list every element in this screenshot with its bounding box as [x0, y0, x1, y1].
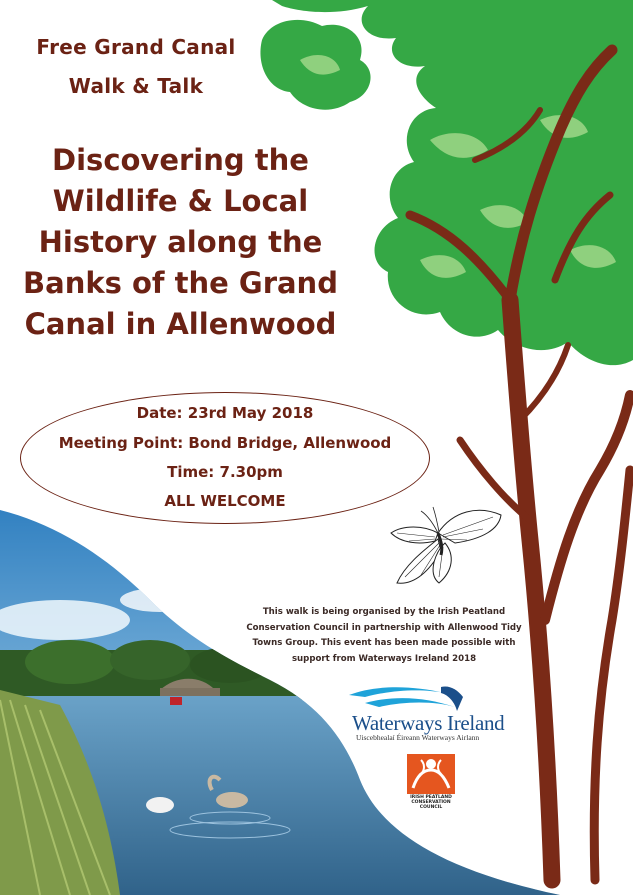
page-title: Discovering the Wildlife & Local History along the Banks of the Grand Canal in Allenwood: [23, 143, 338, 341]
event-meeting-point: Meeting Point: Bond Bridge, Allenwood: [58, 434, 392, 452]
waterways-ireland-irish-name: Uiscebhealaí Éireann Waterways Airlann: [356, 733, 480, 742]
waterways-ireland-name: Waterways Ireland: [352, 711, 505, 735]
header-line-1: Free Grand Canal: [36, 35, 236, 59]
ipcc-logo-icon: [407, 754, 455, 794]
butterfly-illustration: [383, 495, 508, 590]
ipcc-logo-text: IRISH PEATLAND CONSERVATION COUNCIL: [410, 795, 452, 810]
organiser-note: This walk is being organised by the Irish Peatland Conservation Council in partnership with Allenwood Tidy Towns Group. This event has been made possible with support from Waterways Ireland 2018: [246, 607, 522, 664]
header-line-2: Walk & Talk: [68, 74, 204, 98]
waterways-ireland-logo-icon: [345, 683, 515, 713]
event-welcome: ALL WELCOME: [164, 492, 286, 510]
event-time: Time: 7.30pm: [167, 463, 283, 481]
event-date: Date: 23rd May 2018: [136, 404, 314, 422]
